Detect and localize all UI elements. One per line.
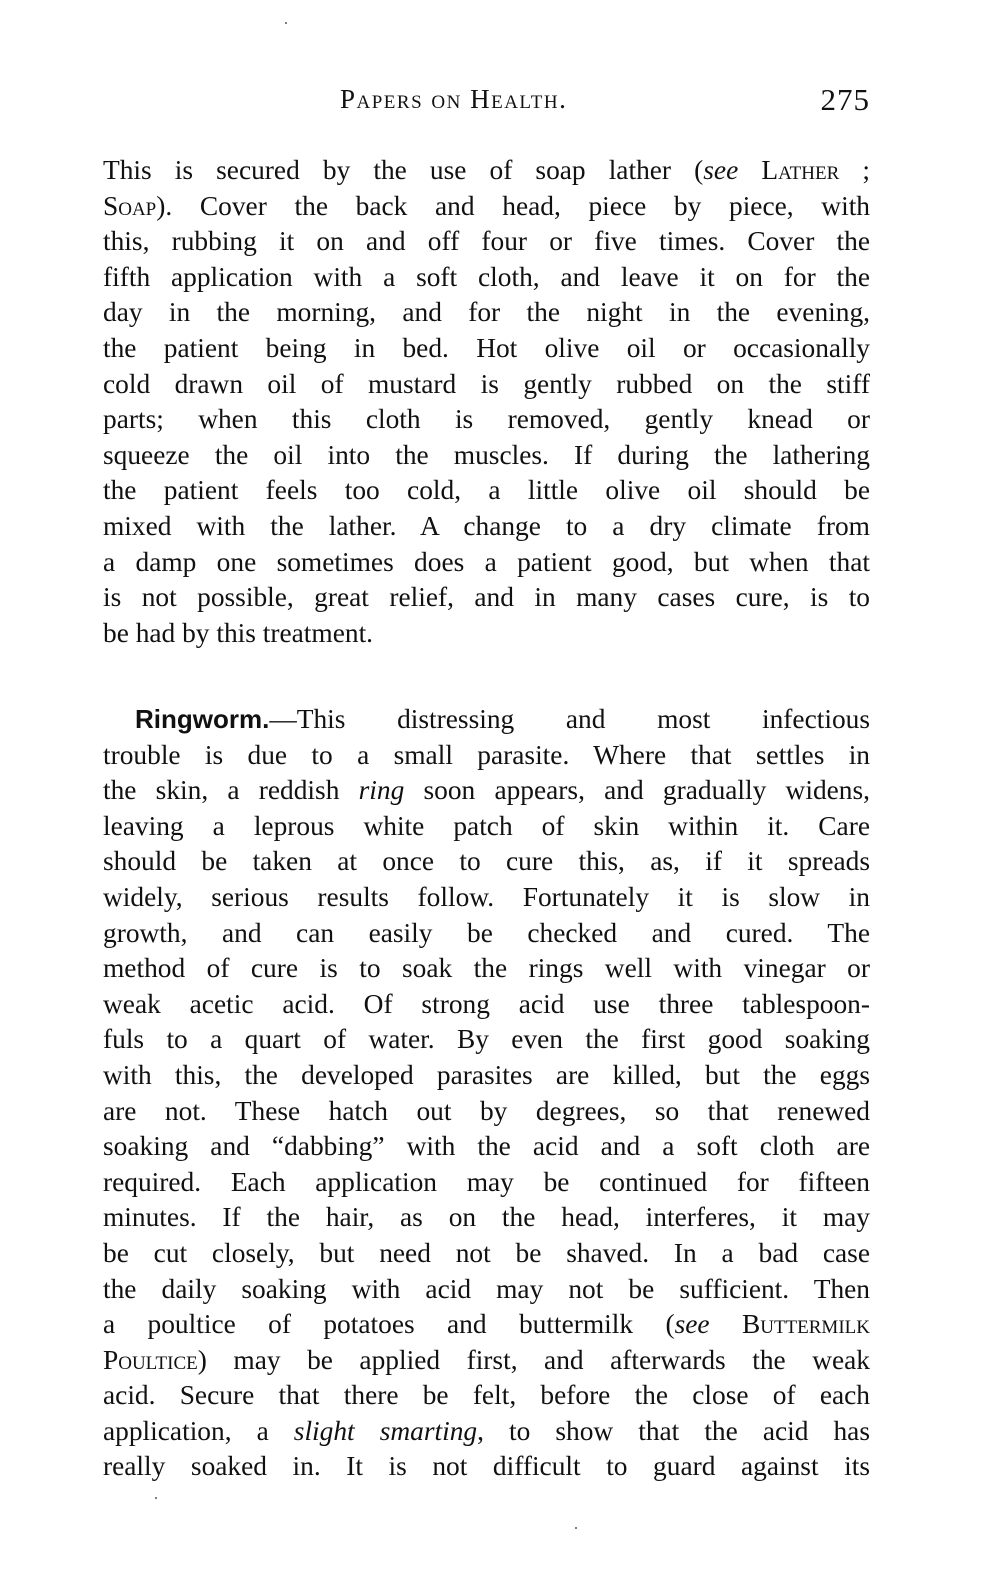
text-line: with this, the developed parasites are killed, but the eggs — [103, 1059, 870, 1090]
text-line: minutes. If the hair, as on the head, interferes, it may — [103, 1202, 870, 1233]
paragraph-lather-treatment — [103, 153, 870, 651]
text-line: the patient being in bed. Hot olive oil or occasionally — [103, 332, 870, 363]
text-line: soaking and “dabbing” with the acid and a soft cloth are — [103, 1131, 870, 1162]
text-line: a damp one sometimes does a patient good, but when that — [103, 546, 870, 577]
text-line: method of cure is to soak the rings well with vinegar or — [103, 953, 870, 984]
text-line: be cut closely, but need not be shaved. In a bad case — [103, 1237, 870, 1268]
page-number: 275 — [820, 82, 870, 117]
text-line: the skin, a reddish ring soon appears, and gradually widens, — [103, 775, 871, 806]
text-line: really soaked in. It is not difficult to guard against its — [103, 1451, 870, 1482]
text-line: growth, and can easily be checked and cured. The — [103, 917, 870, 948]
text-line: this, rubbing it on and off four or five times. Cover the — [103, 226, 870, 257]
text-line: the patient feels too cold, a little olive oil should be — [103, 475, 870, 506]
text-line: widely, serious results follow. Fortunately it is slow in — [103, 881, 870, 912]
text-line: Ringworm.—This distressing and most infectious — [135, 704, 870, 734]
text-line: trouble is due to a small parasite. Where that settles in — [103, 739, 870, 770]
text-line: a poultice of potatoes and buttermilk (see Buttermilk — [103, 1309, 870, 1340]
text-line: be had by this treatment. — [103, 617, 374, 648]
text-line: squeeze the oil into the muscles. If during the lathering — [103, 439, 870, 470]
text-line: are not. These hatch out by degrees, so that renewed — [103, 1095, 870, 1126]
running-title: Papers on Health. — [340, 84, 568, 114]
scan-speck — [155, 1497, 157, 1499]
text-line: fuls to a quart of water. By even the first good soaking — [103, 1024, 870, 1055]
text-line: application, a slight smarting, to show that the acid has — [103, 1415, 870, 1446]
text-line: mixed with the lather. A change to a dry climate from — [103, 510, 870, 541]
entry-heading: Ringworm. — [135, 704, 270, 734]
text-line: parts; when this cloth is removed, gently knead or — [103, 404, 870, 435]
text-line: weak acetic acid. Of strong acid use three tablespoon- — [103, 988, 870, 1019]
text-line: is not possible, great relief, and in many cases cure, is to — [103, 582, 870, 613]
scan-speck — [285, 22, 287, 24]
text-line: fifth application with a soft cloth, and leave it on for the — [103, 261, 870, 292]
text-line: cold drawn oil of mustard is gently rubbed on the stiff — [103, 368, 870, 399]
text-line: required. Each application may be continued for fifteen — [103, 1166, 870, 1197]
text-line: Soap). Cover the back and head, piece by piece, with — [103, 190, 870, 221]
text-line: should be taken at once to cure this, as, if it spreads — [103, 846, 870, 877]
text-line: acid. Secure that there be felt, before the close of each — [103, 1380, 870, 1411]
text-line: leaving a leprous white patch of skin within it. Care — [103, 810, 870, 841]
text-line: This is secured by the use of soap lather (see Lather ; — [103, 155, 870, 185]
scan-speck — [575, 1527, 577, 1529]
text-line: day in the morning, and for the night in the evening, — [103, 297, 870, 328]
running-head — [340, 84, 880, 124]
paragraph-ringworm — [103, 702, 870, 1485]
text-line: Poultice) may be applied first, and afterwards the weak — [103, 1344, 870, 1375]
text-line: the daily soaking with acid may not be sufficient. Then — [103, 1273, 870, 1304]
